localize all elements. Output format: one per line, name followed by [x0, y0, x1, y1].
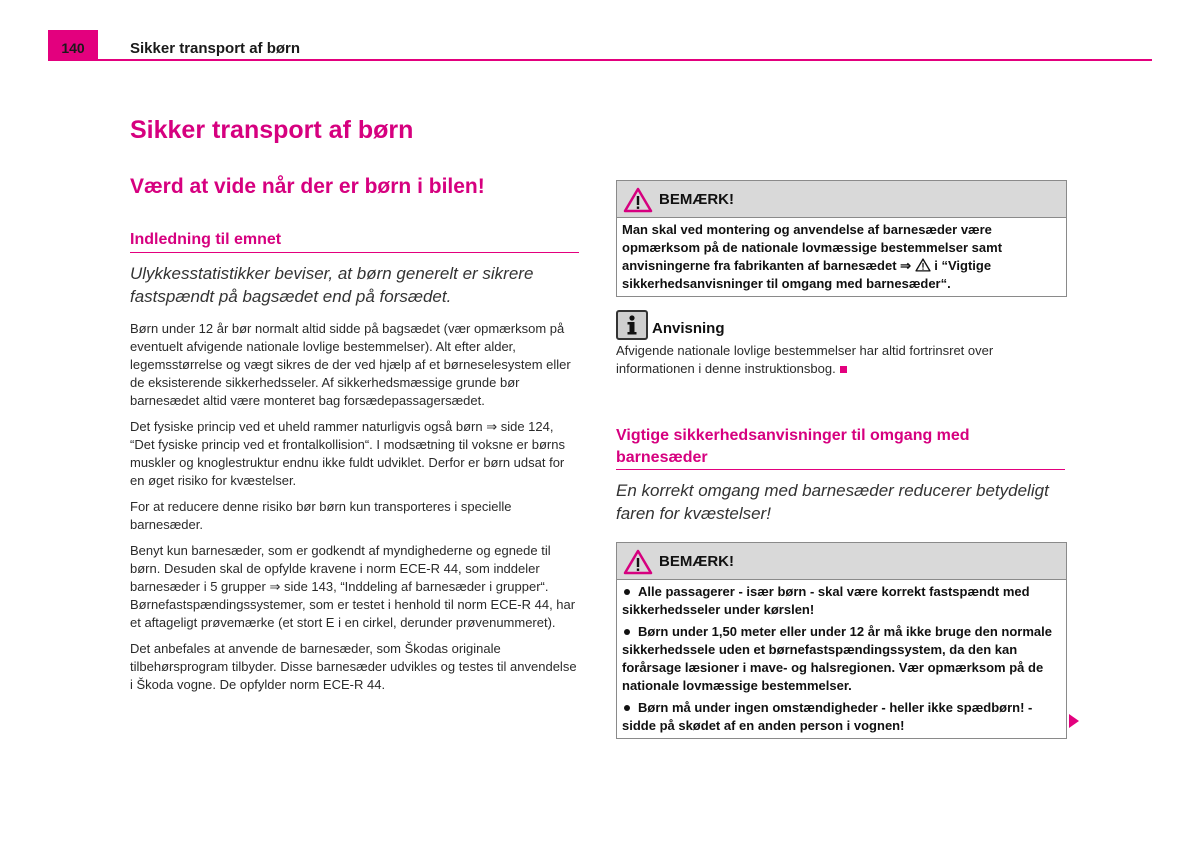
warning-text: Man skal ved montering og anvendelse af barnesæder være opmærksom på de nationale lovmæssige bestemmelser samt anvisningerne fra fabrikanten af barnesædet ⇒	[622, 222, 1003, 273]
bullet-icon	[624, 589, 630, 595]
note-body	[616, 342, 1066, 378]
continue-arrow-icon	[1069, 714, 1079, 728]
right-lead-text: En korrekt omgang med barnesæder reducerer betydeligt faren for kvæstelser!	[616, 481, 1049, 523]
warning-item-text: Alle passagerer - især børn - skal være korrekt fastspændt med sikkerhedsseler under kørslen!	[622, 584, 1030, 617]
warning-triangle-icon	[623, 187, 653, 213]
body-paragraph: Børn under 12 år bør normalt altid sidde på bagsædet (vær opmærksom på eventuelt afvigende nationale lovlige bestemmelser). Alt efter alder, legemsstørrelse og vægt sikres de der ved hjælp af et børneselesystem eller de eksisterende sikkerhedsseler. Af sikkerhedsmæssige grunde bør barnesædet altid være monteret bag forsædepassagersædet.	[130, 321, 571, 408]
bullet-icon	[624, 705, 630, 711]
warning-label: BEMÆRK!	[659, 553, 734, 570]
warning-item-text: Børn under 1,50 meter eller under 12 år må ikke bruge den normale sikkerhedssele uden et børnefastspændingssystem, da den kan forårsage læsioner i mave- og halsregionen. Vær opmærksom på de nationale lovmæssige bestemmelser.	[622, 624, 1052, 693]
body-paragraph: Det fysiske princip ved et uheld rammer naturligvis også børn ⇒ side 124, “Det fysiske princip ved et frontalkollision“. I modsætning til voksne er børns muskler og knoglestruktur endnu ikke fuldt udviklet. Derfor er børn udsat for en øget risiko for kvæstelser.	[130, 419, 565, 488]
warning-label: BEMÆRK!	[659, 191, 734, 208]
warning-header	[617, 181, 1066, 218]
right-subheading: Vigtige sikkerhedsanvisninger til omgang med barnesæder	[616, 427, 970, 466]
warning-body	[617, 580, 1066, 738]
info-note-icon	[616, 310, 648, 340]
page-number: 140	[61, 40, 85, 56]
warning-list-item	[622, 583, 1061, 619]
header-rule	[48, 59, 1152, 61]
body-paragraph: Det anbefales at anvende de barnesæder, som Škodas originale tilbehørsprogram tilbyder. Disse barnesæder udvikles og testes til anvendelse i Škoda vogne. De opfylder norm ECE-R 44.	[130, 641, 577, 692]
body-paragraph: Benyt kun barnesæder, som er godkendt af myndighederne og egnede til børn. Desuden skal de opfylde kravene i norm ECE-R 44, som inddeler barnesæder i 5 grupper ⇒ side 143, “Inddeling af barnesæder i grupper“. Børnefastspændingssystemer, som er testet i henhold til norm ECE-R 44, har et aftageligt prøvemærke (et stort E i en cirkel, derunder prøvenummeret).	[130, 543, 576, 630]
warning-box	[616, 180, 1067, 297]
note-label: Anvisning	[652, 320, 725, 337]
left-lead-text: Ulykkesstatistikker beviser, at børn generelt er sikrere fastspændt på bagsædet end på forsædet.	[130, 264, 534, 306]
body-paragraph: For at reducere denne risiko bør børn kun transporteres i specielle barnesæder.	[130, 499, 512, 532]
bullet-icon	[624, 629, 630, 635]
warning-box	[616, 542, 1067, 739]
left-subheading-rule	[130, 252, 579, 253]
warning-body	[617, 218, 1066, 296]
chapter-title: Sikker transport af børn	[130, 116, 414, 144]
warning-triangle-icon	[915, 258, 931, 272]
note-text: Afvigende nationale lovlige bestemmelser har altid fortrinsret over informationen i denne instruktionsbog.	[616, 343, 994, 376]
right-subheading-rule	[616, 469, 1065, 470]
section-title: Værd at vide når der er børn i bilen!	[130, 175, 485, 198]
warning-triangle-icon	[623, 549, 653, 575]
warning-item-text: Børn må under ingen omstændigheder - heller ikke spædbørn! - sidde på skødet af en anden person i vognen!	[622, 700, 1033, 733]
warning-list-item	[622, 623, 1061, 695]
left-body	[130, 320, 579, 702]
end-of-section-icon	[840, 366, 847, 373]
left-subheading: Indledning til emnet	[130, 231, 282, 248]
running-header-title: Sikker transport af børn	[130, 40, 301, 57]
warning-list-item	[622, 699, 1061, 735]
warning-header	[617, 543, 1066, 580]
warning-text-end: i “Vigtige sikkerhedsanvisninger til omgang med barnesæder“.	[622, 258, 992, 291]
